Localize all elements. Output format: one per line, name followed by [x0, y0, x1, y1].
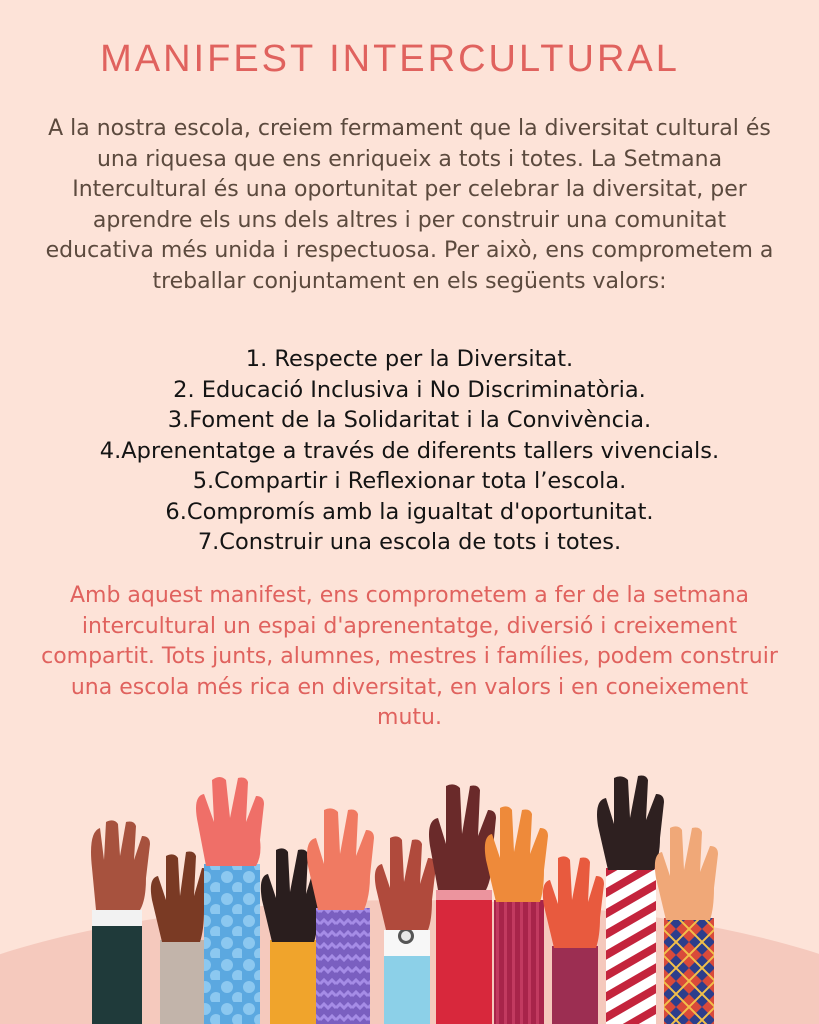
raised-hands-illustration [0, 760, 819, 1024]
hand-3 [196, 777, 264, 1024]
hand-8 [485, 806, 548, 1024]
list-item: 7.Construir una escola de tots i totes. [197, 529, 622, 555]
hand-10 [597, 776, 664, 1024]
values-list [30, 344, 789, 558]
page-title: MANIFEST INTERCULTURAL [100, 38, 680, 80]
closing-paragraph: Amb aquest manifest, ens comprometem a fer de la setmana intercultural un espai d'aprenentatge, diversió i creixement compartit. Tots junts, alumnes, mestres i famílies, podem construir una escola més rica en diversitat, en valors i en coneixement mutu. [41, 583, 778, 730]
hand-6 [375, 836, 436, 1024]
list-item: 3.Foment de la Solidaritat i la Convivència. [167, 407, 652, 433]
hand-7 [429, 784, 496, 1024]
list-item: 6.Compromís amb la igualtat d'oportunitat. [165, 498, 654, 525]
list-item: 5.Compartir i Reflexionar tota l’escola. [192, 468, 627, 494]
hand-11 [655, 826, 718, 1024]
list-item: 4.Aprenentatge a través de diferents tallers vivencials. [99, 437, 720, 464]
hand-5 [307, 808, 374, 1024]
list-item: 2. Educació Inclusiva i No Discriminatòria. [173, 376, 646, 403]
intro-paragraph: A la nostra escola, creiem fermament que la diversitat cultural és una riquesa que ens enriqueix a tots i totes. La Setmana Intercultural és una oportunitat per celebrar la diversitat, per aprendre els uns dels altres i per construir una comunitat educativa més unida i respectuosa. Per això, ens comprometem a treballar conjuntament en els següents valors: [45, 116, 774, 294]
list-item: 1. Respecte per la Diversitat. [245, 346, 574, 372]
hand-1 [91, 820, 150, 1024]
